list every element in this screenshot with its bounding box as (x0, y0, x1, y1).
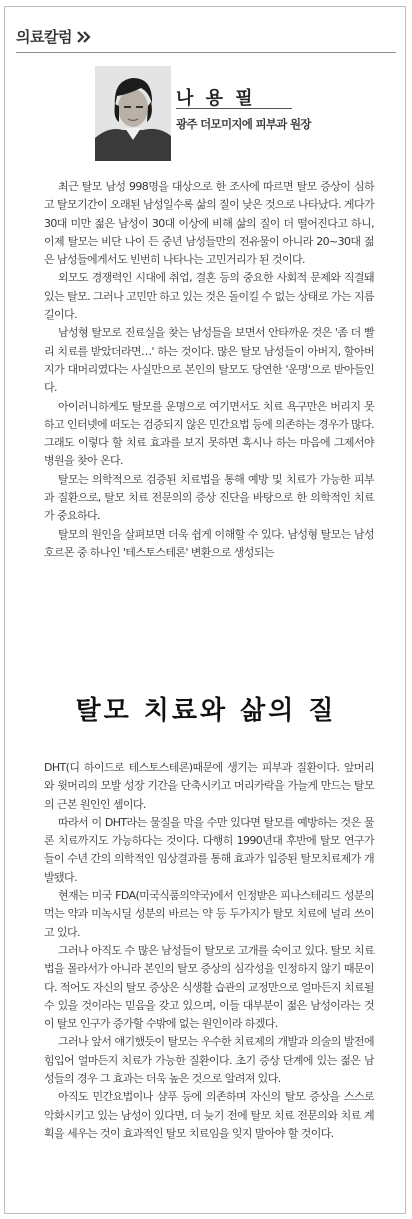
author-photo (95, 66, 171, 161)
paragraph: 최근 탈모 남성 998명을 대상으로 한 조사에 따르면 탈모 증상이 심하고 탈모기간이 오래된 남성일수록 삶의 질이 낮은 것으로 나타났다. 게다가 30대 미만 젊은 남성이 30대 이상에 비해 삶의 질이 더 떨어진다고 하니, 이제 탈모는 비단 나이 든 중년 남성들만의 전유물이 아니라 20~30대 젊은 남성들에게서도 빈번히 나타나는 고민거리가 된 것이다. (44, 180, 374, 267)
paragraph: 현재는 미국 FDA(미국식품의약국)에서 인정받은 피나스테리드 성분의 먹는 약과 미녹시딜 성분의 바르는 약 등 두가지가 탈모 치료에 널리 쓰이고 있다. (44, 889, 374, 939)
double-chevron-right-icon (76, 30, 92, 44)
paragraph: 따라서 이 DHT라는 물질을 막을 수만 있다면 탈모를 예방하는 것은 물론 치료까지도 가능하다는 것이다. 다행히 1990년대 후반에 탈모 연구가들이 수년 간의 의학적인 임상결과를 통해 효과가 입증된 탈모치료제가 개발됐다. (44, 815, 374, 884)
article-body-top (44, 178, 374, 562)
author-title: 광주 더모미지에 피부과 원장 (176, 117, 311, 131)
paragraph: 남성형 탈모로 진료실을 찾는 남성들을 보면서 안타까운 것은 '좀 더 빨리 치료를 받았더라면…' 하는 것이다. 많은 탈모 남성들이 아버지, 할아버지가 대머리였다는 사실만으로 본인의 탈모도 당연한 '운명'으로 받아들인다. (44, 326, 374, 395)
paragraph: DHT(디 하이드로 테스토스테론)때문에 생기는 피부과 질환이다. 앞머리와 윗머리의 모발 성장 기간을 단축시키고 머리카락을 가늘게 만드는 탈모의 근본 원인인 셈이다. (44, 761, 374, 811)
author-name: 나 용 필 (176, 88, 256, 109)
paragraph: 탈모는 의학적으로 검증된 치료법을 통해 예방 및 치료가 가능한 피부과 질환으로, 탈모 치료 전문의의 증상 진단을 바탕으로 한 의학적인 치료가 중요하다. (44, 472, 374, 523)
author-divider (176, 108, 292, 109)
paragraph: 외모도 경쟁력인 시대에 취업, 결혼 등의 중요한 사회적 문제와 직결돼 있는 탈모. 그러나 고민만 하고 있는 것은 돌이킬 수 없는 상태로 가는 지름길이다. (44, 271, 374, 322)
paragraph: 그러나 아직도 수 많은 남성들이 탈모로 고개를 숙이고 있다. 탈모 치료법을 몰라서가 아니라 본인의 탈모 증상의 심각성을 인정하지 않기 때문이다. 적어도 자신의 탈모 증상은 식생활 습관의 교정만으로 얼마든지 치료될 수 있을 것이라는 믿음을 갖고 있으며, 이들 대부분이 젊은 남성이라는 것이 탈모 인구가 증가할 수밖에 없는 원인이라 하겠다. (44, 943, 374, 1031)
paragraph: 아이러니하게도 탈모를 운명으로 여기면서도 치료 욕구만은 버리지 못하고 인터넷에 떠도는 검증되지 않은 민간요법 등에 의존하는 경우가 많다. 그래도 이렇다 할 치료 효과를 보지 못하면 혹시나 하는 마음에 그제서야 병원을 찾아 온다. (44, 399, 374, 468)
header-divider (16, 52, 396, 53)
article-headline: 탈모 치료와 삶의 질 (75, 696, 337, 726)
column-header (16, 26, 92, 47)
column-label: 의료칼럼 (16, 28, 72, 46)
article-body-bottom (44, 759, 374, 1143)
paragraph: 탈모의 원인을 살펴보면 더욱 쉽게 이해할 수 있다. 남성형 탈모는 남성호르몬 중 하나인 '테스토스테론' 변환으로 생성되는 (44, 527, 374, 559)
paragraph: 그러나 앞서 얘기했듯이 탈모는 우수한 치료제의 개발과 의술의 발전에 힘입어 얼마든지 치료가 가능한 질환이다. 초기 증상 단계에 있는 젊은 남성들의 경우 그 효과는 더욱 높은 것으로 알려져 있다. (44, 1035, 374, 1086)
paragraph: 아직도 민간요법이나 샴푸 등에 의존하며 자신의 탈모 증상을 스스로 악화시키고 있는 남성이 있다면, 더 늦기 전에 탈모 치료 전문의와 치료 계획을 세우는 것이 효과적인 탈모 치료임을 잊지 말아야 할 것이다. (44, 1090, 374, 1140)
